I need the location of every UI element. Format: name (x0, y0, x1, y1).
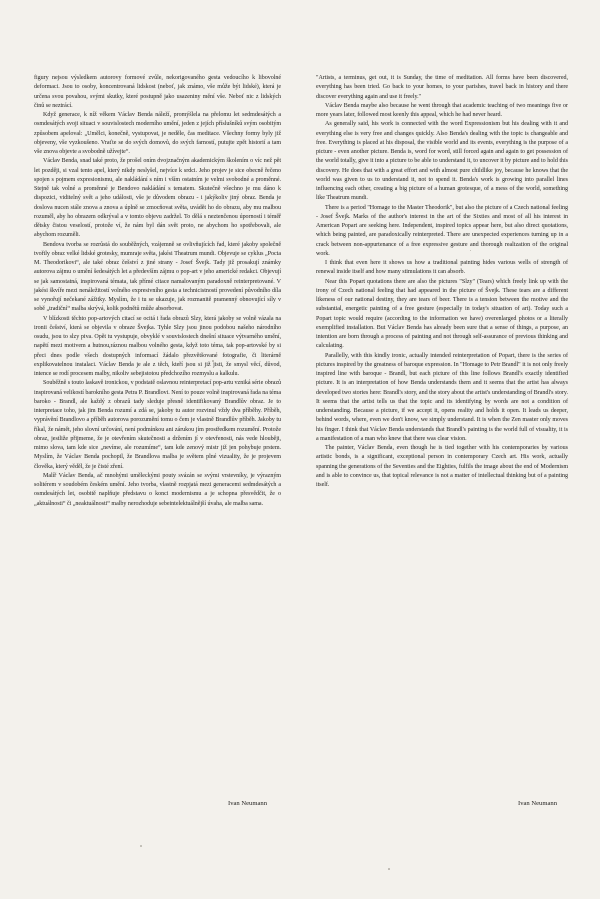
paragraph-cz-6: Souběžně s touto laskavě ironickou, v podstatě oslavnou reinterpretací pop-artu vzniká série obrazů inspirovaná velikostí barokního gesta Petra P. Brandlovi. Není to pouze volně inspirovaná řada na téma baroko - Brandl, ale každý z obrazů tady sleduje přesně identifikovaný Brandlův obraz. Je to interpretace toho, jak jim Benda rozumí a zdá se, jakoby tu autor rozvinul vždy dva příběhy. Příběh, vyprávění Brandlovo a příběh autorova porozumění tomu o čem je vlastně Brandlův příběh. Jakoby tu říkal, že námět, jeho slovní určování, není podmínkou ani zárukou jím prostředkem rozumění. Protože obraz, jestliže přijmeme, že je otevřením skutečnosti a držením jí v otevřenosti, nás vede hlouběji, mimo slova, tam kde sice „nevíme, ale rozumíme“, tam kde zenový mistr již jen pohybuje prstem. Myslím, že Václav Benda pochopil, že Brandlova malba je světem plné vizuality, že je projevem člověka, který věděl, že je čisté zření. (34, 380, 281, 470)
paragraph-cz-5: V blízkosti těchto pop-artových citací se ocitá i řada obrazů Slzy, která jakoby se volně vázala na ironii češství, která se objevila v obraze Švejka. Tyhle Slzy jsou jinou podobou našeho národního osudu, jsou to slzy piva. Opět tu vystupuje, obvyklé v souvislostech dnešní situace výtvarného umění, napětí mezi motivem a hutnou,ráznou malbou volného gesta, když toto téma, tak pop-artovské by si přeci dnes podle všech dostupných informací žádalo přezvětšované fotografie, či literárně explikovatelnou instalaci. Václav Benda je ale z těch, kteří jsou si již jisti, že smysl věcí, důvod, intence se rodí procesem malby, nikoliv sebejistotou předchozího rozmyslu a kalkulu. (34, 315, 281, 377)
paragraph-cz-4: Bendova tvorba se rozrůstá do souběžných, vzájemně se ovlivňujících řad, které jakoby společně tvořily obraz velké lidské grotesky, mumraje světa, jakési Theatrum mundi. Objevuje se cyklus „Pocta M. Theodorikovi“, ale také obraz češství z jiné strany - Josef Švejk. Tady již prosakují známky autorova zájmu o umění šedesátých let a především zájmu o pop-art v jeho americké redakci. Objevují se jak samostatná, inspirovaná témata, tak přímé citace namalovaným paradoxně reinterpretované. V jakési škvíře mezi nenáležitostí volného expresivního gesta a technicistností provedení původního díla se vynořují nečekané zážitky. Myslím, že i tu se ukazuje, jak rozmanitě pramenný obnovující síly v sobě „tradiční“ malba skrývá, kolik podnětů může absorbovat. (34, 241, 281, 313)
paragraph-en-1: "Artists, a terminus, get out, it is Sunday, the time of meditation. All forms have been discovered, everything has been tried. Go back to your homes, to your parishes, travel back in history and there discover everything again and use it freely." (316, 75, 568, 100)
paragraph-en-7: Parallelly, with this kindly ironic, actually intended reinterpretation of Popart, there is the series of pictures inspired by the greatness of baroque expression. In "Homage to Petr Brandl" it is not only freely inspired line with baroque - Brandl, but each picture of this line follows Brandl's exactly identified picture. It is an interpretation of how Benda understands them and it seems that the artist has always developed two stories here: Brandl's story, and the story about the artist's understanding of Brandl's story. It seems that the artist tells us that the topic and its identifying by words are not a condition of understanding. Because a picture, if we accept it, opens reality and holds it open. It leads us deeper, behind words, where, even we don't know, we simply understand. It is when the Zen master only moves his finger. I think that Václav Benda understands that Brandl's painting is the world full of visuality, it is a manifestation of a man who knew that there was clear vision. (316, 352, 568, 442)
paragraph-en-4: There is a period "Homage to the Master Theodorik", but also the picture of a Czech national feeling - Josef Švejk. Marks of the author's interest in the art of the Sixties and most of all his interest in American Popart are seeking here. Independent, inspired topics appear here, but also direct quotations, which being painted, are paradoxically reinterpreted. There are unexpected experiences turning up in a crack between non-appurtenance of a free expressive gesture and thorough realization of the original work. (316, 204, 568, 257)
paragraph-cz-7: Malíř Václav Benda, ač mnohými uměleckými pouty svázán se svými vrstevníky, je výrazným solitérem v soudobém českém umění. Jeho tvorba, vlastně rozpjatá mezi generacemi sedmdesátých a osmdesátých let, osobitě naplňuje představu o konci modernismu a je schopna přesvědčit, že o „aktuálnosti“ či „neaktuálnosti“ malby nerozhoduje sebeintelektuálnější úvaha, ale malba sama. (34, 472, 281, 507)
czech-text-column (34, 74, 281, 509)
paragraph-cz-1: figury nejsou výsledkem autorovy formové zvůle, nekorigovaného gesta vedoucího k libovolné deformaci. Jsou to osoby, koncentrovaná lidskost (neboť, jak známo, vše může být lidské), která je určena svou povahou, svými skutky, které postupně jako usazeniny mění vše. Neboť nic z lidských činů se neztrácí. (34, 75, 281, 109)
paper-speck (212, 360, 214, 362)
paper-speck (388, 868, 390, 870)
paragraph-en-5: I think that even here it shows us how a traditional painting hides various wells of strength of renewal inside itself and how many stimulations it can absorb. (316, 260, 568, 276)
paper-speck (140, 845, 142, 847)
author-signature-cz: Ivan Neumann (228, 800, 267, 807)
english-text-column (316, 74, 568, 490)
paragraph-en-6: Near this Popart quotations there are also the pictures "Slzy" (Tears) which freely link up with the irony of Czech national feeling that had appeared in the picture of Švejk. These tears are a different likeness of our national destiny, they are tears of beer. There is a tension between the motive and the substantial, energetic painting of a free gesture (especially in today's situation of art). Today such a Popart topic would require (according to the information we have) overenlarged photos or a literally exemplified installation. But Václav Benda has already been sure that a sense of things, a purpose, an intention are born through a process of painting and not through self-assurance of previous thinking and calculating. (316, 278, 568, 350)
paragraph-en-3: As generally said, his work is connected with the word Expressionism but his dealing with it and everything else is very free and changes quickly. Also Benda's dealing with the topic is changeable and free. Everything is placed at his disposal, the visible world and its events, everything is the purpose of a picture - even another picture. Benda is, word for word, still forced again and again to get possession of the world totally, give it into a picture to be able to understand it, to uncover it by picture and to hold this discovery. He does that with a great effort and with almost pure childlike joy, because he knows that the world was given to us to understand it, not to spend it. Benda's work is growing into parallel lines influencing each other, creating a big picture of a human grotesque, of a mess of the world, something like Theatrum mundi. (316, 121, 568, 202)
paragraph-en-2: Václav Benda maybe also because he went through that academic teaching of two meanings five or more years later, followed most keenly this appeal, which he had never heard. (316, 102, 568, 118)
paragraph-cz-2: Když generace, k níž věkem Václav Benda náleží, promýšlela na přelomu let sedmdesátých a osmdesátých svoji situaci v souvislostech moderního umění, jeden z jejích příslušníků svým osobitým způsobem apeloval: „Umělci, konečně, vystupovat, je neděle, čas meditace. Všechny formy byly již objeveny, vše vyzkoušeno. Vraťte se do svých domovů, do svých farností, putujte zpět historií a tam vše znova objevte a svobodně užívejte“. (34, 112, 281, 155)
author-signature-en: Ivan Neumann (518, 800, 557, 807)
paragraph-cz-3: Václav Benda, snad také proto, že prošel oním dvojznačným akademickým školením o víc než pět let později, si vzal tento apel, který nikdy neslyšel, nejvíce k srdci. Jeho projev je sice obecně řečeno spojen s pojmem expresionismu, ale nakládání s ním i vším ostatním je velmi svobodné a proměnné. Stejně tak volné a proměnné je Bendovo nakládání s tematem. Skutečně všechno je mu dáno k dispozici, viditelný svět a jeho události, vše je důvodem obrazu - i jakýkoliv jiný obraz. Benda je doslova nucen stále znova a znova a úplně se zmocňovat světa, uvádět ho do obrazu, aby mu malbou rozuměl, aby ho obrazem odkrýval a v tomto objevu zadržel. To dělá s neztenčenou úporností i téměř dětsky čistou veselostí, protože ví, že nám byl dán svět proto, ne abychom ho spotřebovali, ale abychom rozuměli. (34, 158, 281, 239)
paragraph-en-8: The painter, Václav Benda, even though he is tied together with his contemporaries by various artistic bonds, is a significant, exceptional person in contemporary Czech art. His work, actually spanning the generations of the Seventies and the Eighties, fulfils the image about the end of Modernism and is able to convince us, that topical relevance is not a matter of intellectual thinking but of a painting itself. (316, 445, 568, 488)
